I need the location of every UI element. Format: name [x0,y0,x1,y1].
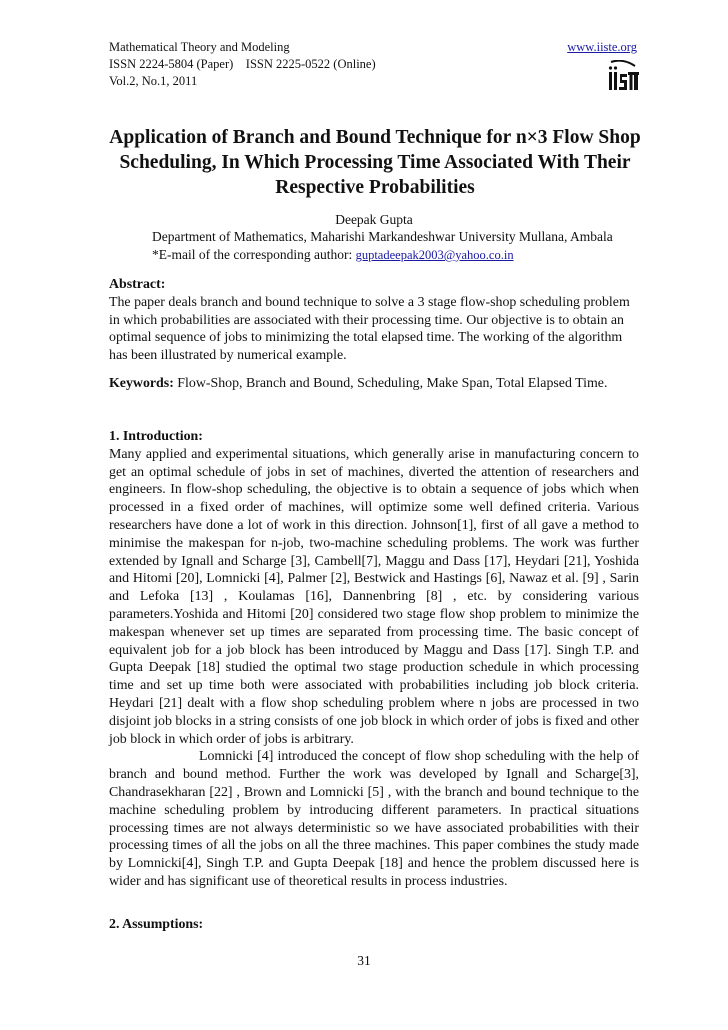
email-label: *E-mail of the corresponding author: [152,247,356,262]
introduction-section [109,428,639,891]
introduction-paragraph-2: Lomnicki [4] introduced the concept of flow shop scheduling with the help of branch and bound method. Further the work was developed by Ignall and Scharge[3], Chandrasekharan [22] , Brown and Lomnicki [5] , with the branch and bound technique to the machine scheduling problem by introducing different parameters. In practical situations processing times are not always deterministic so we have associated probabilities with their processing times of all the jobs on all the three machines. This paper combines the study made by Lomnicki[4], Singh T.P. and Gupta Deepak [18] and hence the problem discussed here is wider and has significant use of theoretical results in process industries. [109,749,639,889]
email-link[interactable]: guptadeepak2003@yahoo.co.in [355,248,514,262]
author-affiliation-block [152,228,613,264]
assumptions-heading: 2. Assumptions: [109,917,204,932]
keywords-label: Keywords: [109,376,174,391]
journal-issn: ISSN 2224-5804 (Paper) ISSN 2225-0522 (Online) [109,57,376,71]
abstract-text: The paper deals branch and bound technique to solve a 3 stage flow-shop scheduling problem in which probabilities are associated with their processing time. Our objective is to obtain an optimal sequence of jobs to minimizing the total elapsed time. The working of the algorithm has been illustrated by numerical example. [109,294,630,364]
journal-volume: Vol.2, No.1, 2011 [109,74,198,88]
email-line [152,246,613,264]
journal-name: Mathematical Theory and Modeling [109,40,290,54]
keywords-section [109,375,639,393]
journal-url-link[interactable]: www.iiste.org [567,40,637,54]
affiliation: Department of Mathematics, Maharishi Markandeshwar University Mullana, Ambala [152,229,613,244]
introduction-heading: 1. Introduction: [109,429,203,444]
keywords-text: Flow-Shop, Branch and Bound, Scheduling, Make Span, Total Elapsed Time. [173,376,608,391]
abstract-section [109,276,639,365]
iiste-logo [607,60,639,92]
introduction-paragraph-1: Many applied and experimental situations, which generally arise in manufacturing concern to get an optimal schedule of jobs in set of machines, diverted the attention of researchers and engineers. In flow-shop scheduling, the objective is to obtain a sequence of jobs which when processed in a fixed order of machines, will optimize some well defined criteria. Various researchers have done a lot of work in this direction. Johnson[1], first of all gave a method to minimise the makespan for n-job, two-machine scheduling problems. The work was further extended by Ignall and Scharge [3], Cambell[7], Maggu and Dass [17], Heydari [21], Yoshida and Hitomi [20], Lomnicki [4], Palmer [2], Bestwick and Hastings [6], Nawaz et al. [9] , Sarin and Lefoka [13] , Koulamas [16], Dannenbring [8] , etc. by considering various parameters.Yoshida and Hitomi [20] considered two stage flow shop problem to minimize the makespan whenever set up times are separated from processing time. The basic concept of equivalent job for a job block has been introduced by Maggu and Dass [17]. Singh T.P. and Gupta Deepak [18] studied the optimal two stage production schedule in which processing time and set up time both were associated with probabilities including job block criteria. Heydari [21] dealt with a flow shop scheduling problem where n jobs are processed in two disjoint job blocks in a string consists of one job block in which order of jobs is fixed and other job block in which order of jobs is arbitrary. [109,446,639,747]
abstract-heading: Abstract: [109,277,166,292]
page-number: 31 [357,953,371,968]
author-name: Deepak Gupta [335,212,413,227]
paper-title: Application of Branch and Bound Technique for n×3 Flow Shop Scheduling, In Which Processing Time Associated With Their Respective Probabilities [109,127,641,198]
